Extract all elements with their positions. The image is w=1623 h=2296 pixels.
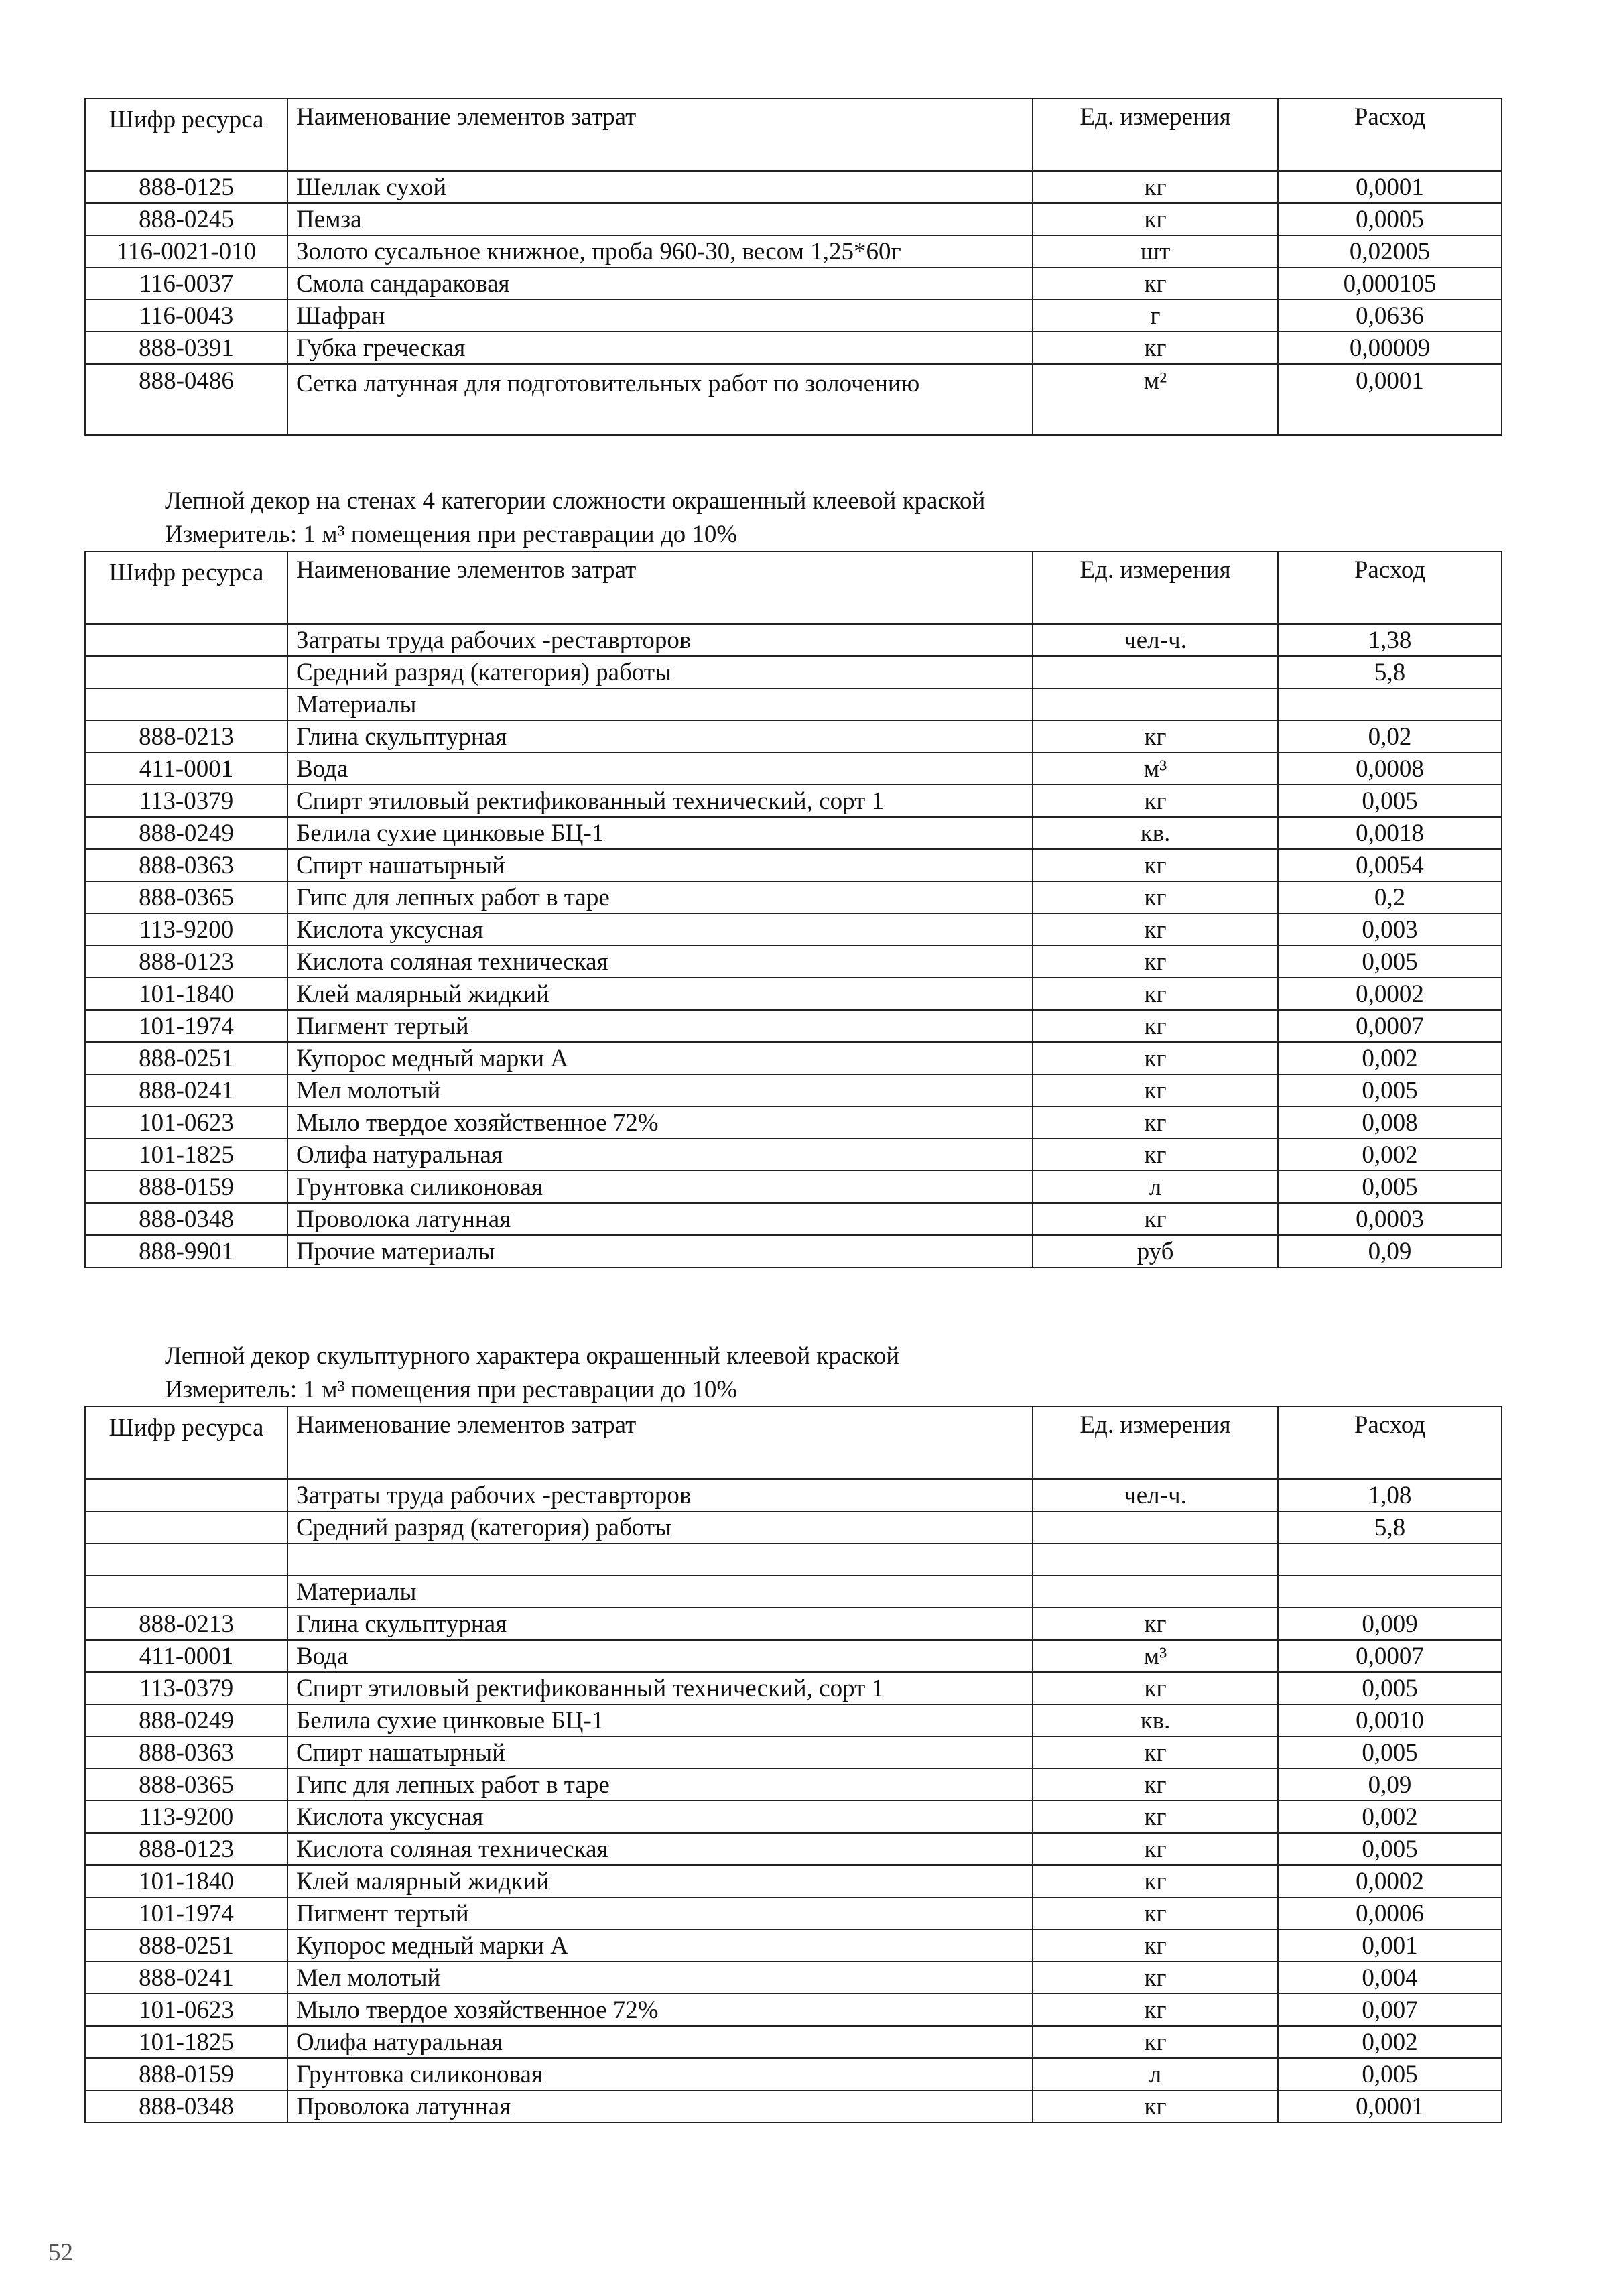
table-row	[85, 1106, 1502, 1139]
qty-cell: 0,005	[1278, 1171, 1502, 1203]
table-row	[85, 1704, 1502, 1736]
qty-cell: 0,0018	[1278, 817, 1502, 849]
code-cell: 888-0241	[85, 1962, 287, 1994]
table-row	[85, 203, 1502, 235]
code-cell: 101-1974	[85, 1010, 287, 1042]
qty-cell: 0,0002	[1278, 1865, 1502, 1897]
unit-cell: кг	[1033, 1929, 1278, 1962]
table-row	[85, 849, 1502, 881]
table-row	[85, 753, 1502, 785]
header-unit: Ед. измерения	[1033, 1407, 1278, 1479]
name-cell: Белила сухие цинковые БЦ-1	[287, 1704, 1033, 1736]
resource-table-3	[84, 1406, 1502, 2123]
table-header-row	[85, 1407, 1502, 1479]
table-row	[85, 267, 1502, 300]
code-cell: 888-0365	[85, 881, 287, 913]
code-cell: 116-0037	[85, 267, 287, 300]
table-row	[85, 2026, 1502, 2058]
header-code: Шифр ресурса	[85, 99, 287, 171]
header-unit: Ед. измерения	[1033, 99, 1278, 171]
code-cell: 888-0365	[85, 1769, 287, 1801]
page-number: 52	[48, 2239, 73, 2267]
unit-cell: кг	[1033, 1139, 1278, 1171]
table-row	[85, 720, 1502, 753]
unit-cell	[1033, 1543, 1278, 1576]
unit-cell: кг	[1033, 1833, 1278, 1865]
qty-cell	[1278, 688, 1502, 720]
name-cell: Клей малярный жидкий	[287, 978, 1033, 1010]
table-row	[85, 881, 1502, 913]
qty-cell: 0,005	[1278, 785, 1502, 817]
unit-cell: кг	[1033, 1074, 1278, 1106]
table-row	[85, 1042, 1502, 1074]
table-row	[85, 2090, 1502, 2122]
unit-cell	[1033, 1576, 1278, 1608]
qty-cell: 0,0054	[1278, 849, 1502, 881]
qty-cell: 0,005	[1278, 1833, 1502, 1865]
code-cell: 113-9200	[85, 913, 287, 946]
table-row	[85, 978, 1502, 1010]
name-cell: Мыло твердое хозяйственное 72%	[287, 1106, 1033, 1139]
qty-cell: 0,0008	[1278, 753, 1502, 785]
unit-cell: кг	[1033, 1736, 1278, 1769]
name-cell: Купорос медный марки А	[287, 1929, 1033, 1962]
code-cell: 888-0213	[85, 1608, 287, 1640]
unit-cell	[1033, 1511, 1278, 1543]
code-cell: 888-0251	[85, 1929, 287, 1962]
qty-cell	[1278, 1543, 1502, 1576]
qty-cell: 0,001	[1278, 1929, 1502, 1962]
code-cell: 888-0363	[85, 849, 287, 881]
unit-cell: кг	[1033, 913, 1278, 946]
code-cell: 101-1974	[85, 1897, 287, 1929]
qty-cell: 0,002	[1278, 1139, 1502, 1171]
header-code: Шифр ресурса	[85, 552, 287, 624]
table-row	[85, 332, 1502, 364]
code-cell	[85, 624, 287, 656]
section-2-measure: Измеритель: 1 м³ помещения при реставрации до 10%	[165, 521, 738, 548]
table-row	[85, 1010, 1502, 1042]
unit-cell: чел-ч.	[1033, 624, 1278, 656]
name-cell: Средний разряд (категория) работы	[287, 1511, 1033, 1543]
name-cell	[287, 1543, 1033, 1576]
unit-cell: кг	[1033, 978, 1278, 1010]
code-cell: 101-1840	[85, 1865, 287, 1897]
code-cell: 101-1825	[85, 1139, 287, 1171]
section-3-measure: Измеритель: 1 м³ помещения при реставрации до 10%	[165, 1376, 738, 1403]
unit-cell: кг	[1033, 785, 1278, 817]
table-row	[85, 364, 1502, 435]
header-name: Наименование элементов затрат	[287, 1407, 1033, 1479]
table-row	[85, 1479, 1502, 1511]
qty-cell: 0,09	[1278, 1769, 1502, 1801]
qty-cell: 0,002	[1278, 1042, 1502, 1074]
unit-cell: кг	[1033, 267, 1278, 300]
unit-cell: кг	[1033, 1897, 1278, 1929]
unit-cell: кв.	[1033, 817, 1278, 849]
unit-cell: л	[1033, 2058, 1278, 2090]
qty-cell: 0,0003	[1278, 1203, 1502, 1235]
name-cell: Сетка латунная для подготовительных работ по золочению	[287, 364, 1033, 435]
header-unit: Ед. измерения	[1033, 552, 1278, 624]
resource-table-1	[84, 98, 1502, 436]
name-cell: Кислота уксусная	[287, 1801, 1033, 1833]
code-cell: 101-0623	[85, 1994, 287, 2026]
table-row	[85, 1897, 1502, 1929]
name-cell: Смола сандараковая	[287, 267, 1033, 300]
code-cell	[85, 1511, 287, 1543]
qty-cell: 0,02	[1278, 720, 1502, 753]
header-qty: Расход	[1278, 99, 1502, 171]
table-row	[85, 624, 1502, 656]
name-cell: Спирт этиловый ректификованный технический, сорт 1	[287, 785, 1033, 817]
unit-cell: чел-ч.	[1033, 1479, 1278, 1511]
section-2-title: Лепной декор на стенах 4 категории сложности окрашенный клеевой краской	[165, 487, 986, 515]
qty-cell: 0,005	[1278, 1672, 1502, 1704]
qty-cell	[1278, 1576, 1502, 1608]
name-cell: Олифа натуральная	[287, 1139, 1033, 1171]
table-row	[85, 1833, 1502, 1865]
section-3-title: Лепной декор скульптурного характера окрашенный клеевой краской	[165, 1342, 900, 1370]
table-row	[85, 1672, 1502, 1704]
table-row	[85, 1235, 1502, 1267]
table-row	[85, 1769, 1502, 1801]
name-cell: Проволока латунная	[287, 2090, 1033, 2122]
code-cell: 888-0348	[85, 2090, 287, 2122]
code-cell: 116-0043	[85, 300, 287, 332]
table-header-row	[85, 552, 1502, 624]
qty-cell: 0,005	[1278, 1736, 1502, 1769]
code-cell: 888-0123	[85, 946, 287, 978]
qty-cell: 0,0010	[1278, 1704, 1502, 1736]
name-cell: Олифа натуральная	[287, 2026, 1033, 2058]
header-qty: Расход	[1278, 552, 1502, 624]
table-row	[85, 1139, 1502, 1171]
code-cell: 888-0123	[85, 1833, 287, 1865]
name-cell: Шеллак сухой	[287, 171, 1033, 203]
code-cell	[85, 1576, 287, 1608]
code-cell: 113-9200	[85, 1801, 287, 1833]
table-row	[85, 1962, 1502, 1994]
code-cell: 888-0249	[85, 817, 287, 849]
code-cell	[85, 1479, 287, 1511]
name-cell: Кислота соляная техническая	[287, 1833, 1033, 1865]
code-cell: 888-9901	[85, 1235, 287, 1267]
unit-cell: кв.	[1033, 1704, 1278, 1736]
unit-cell: кг	[1033, 1994, 1278, 2026]
code-cell	[85, 656, 287, 688]
qty-cell: 0,008	[1278, 1106, 1502, 1139]
qty-cell: 0,003	[1278, 913, 1502, 946]
header-name: Наименование элементов затрат	[287, 99, 1033, 171]
unit-cell: кг	[1033, 1801, 1278, 1833]
unit-cell: г	[1033, 300, 1278, 332]
unit-cell: кг	[1033, 1106, 1278, 1139]
name-cell: Пигмент тертый	[287, 1897, 1033, 1929]
code-cell: 113-0379	[85, 785, 287, 817]
qty-cell: 0,005	[1278, 1074, 1502, 1106]
table-row	[85, 1543, 1502, 1576]
table-header-row	[85, 99, 1502, 171]
qty-cell: 0,002	[1278, 1801, 1502, 1833]
qty-cell: 0,00009	[1278, 332, 1502, 364]
name-cell: Затраты труда рабочих -реставрторов	[287, 624, 1033, 656]
name-cell: Купорос медный марки А	[287, 1042, 1033, 1074]
code-cell: 888-0249	[85, 1704, 287, 1736]
unit-cell: кг	[1033, 1608, 1278, 1640]
table-row	[85, 2058, 1502, 2090]
code-cell: 888-0213	[85, 720, 287, 753]
qty-cell: 1,38	[1278, 624, 1502, 656]
code-cell: 411-0001	[85, 1640, 287, 1672]
table-row	[85, 1074, 1502, 1106]
unit-cell: кг	[1033, 1042, 1278, 1074]
table-row	[85, 1736, 1502, 1769]
table-row	[85, 1511, 1502, 1543]
table-row	[85, 1576, 1502, 1608]
name-cell: Спирт этиловый ректификованный технический, сорт 1	[287, 1672, 1033, 1704]
table-row	[85, 913, 1502, 946]
name-cell: Гипс для лепных работ в таре	[287, 881, 1033, 913]
name-cell: Глина скульптурная	[287, 1608, 1033, 1640]
unit-cell: л	[1033, 1171, 1278, 1203]
qty-cell: 0,005	[1278, 946, 1502, 978]
table-row	[85, 171, 1502, 203]
unit-cell: м²	[1033, 364, 1278, 435]
table-row	[85, 785, 1502, 817]
unit-cell: кг	[1033, 1010, 1278, 1042]
name-cell: Прочие материалы	[287, 1235, 1033, 1267]
unit-cell: кг	[1033, 1672, 1278, 1704]
qty-cell: 0,0006	[1278, 1897, 1502, 1929]
qty-cell: 1,08	[1278, 1479, 1502, 1511]
name-cell: Пемза	[287, 203, 1033, 235]
qty-cell: 0,2	[1278, 881, 1502, 913]
table-row	[85, 235, 1502, 267]
table-row	[85, 1865, 1502, 1897]
table-row	[85, 1171, 1502, 1203]
table-row	[85, 1994, 1502, 2026]
code-cell: 101-0623	[85, 1106, 287, 1139]
name-cell: Затраты труда рабочих -реставрторов	[287, 1479, 1033, 1511]
code-cell	[85, 1543, 287, 1576]
qty-cell: 0,0005	[1278, 203, 1502, 235]
code-cell: 116-0021-010	[85, 235, 287, 267]
unit-cell: шт	[1033, 235, 1278, 267]
unit-cell: кг	[1033, 171, 1278, 203]
name-cell: Белила сухие цинковые БЦ-1	[287, 817, 1033, 849]
table-row	[85, 1608, 1502, 1640]
name-cell: Материалы	[287, 1576, 1033, 1608]
code-cell: 101-1840	[85, 978, 287, 1010]
unit-cell: кг	[1033, 332, 1278, 364]
unit-cell: кг	[1033, 946, 1278, 978]
qty-cell: 0,09	[1278, 1235, 1502, 1267]
table-row	[85, 1203, 1502, 1235]
name-cell: Грунтовка силиконовая	[287, 1171, 1033, 1203]
qty-cell: 5,8	[1278, 656, 1502, 688]
qty-cell: 0,0001	[1278, 364, 1502, 435]
code-cell: 888-0159	[85, 1171, 287, 1203]
header-qty: Расход	[1278, 1407, 1502, 1479]
table-row	[85, 946, 1502, 978]
unit-cell: кг	[1033, 1203, 1278, 1235]
name-cell: Проволока латунная	[287, 1203, 1033, 1235]
unit-cell: кг	[1033, 881, 1278, 913]
qty-cell: 0,0007	[1278, 1640, 1502, 1672]
table-row	[85, 300, 1502, 332]
qty-cell: 5,8	[1278, 1511, 1502, 1543]
code-cell: 888-0251	[85, 1042, 287, 1074]
qty-cell: 0,000105	[1278, 267, 1502, 300]
name-cell: Мел молотый	[287, 1962, 1033, 1994]
name-cell: Вода	[287, 753, 1033, 785]
unit-cell: кг	[1033, 1769, 1278, 1801]
code-cell: 888-0245	[85, 203, 287, 235]
name-cell: Мел молотый	[287, 1074, 1033, 1106]
unit-cell	[1033, 688, 1278, 720]
table-row	[85, 656, 1502, 688]
resource-table-2	[84, 551, 1502, 1268]
unit-cell	[1033, 656, 1278, 688]
code-cell: 888-0348	[85, 1203, 287, 1235]
qty-cell: 0,0002	[1278, 978, 1502, 1010]
name-cell: Кислота уксусная	[287, 913, 1033, 946]
qty-cell: 0,02005	[1278, 235, 1502, 267]
name-cell: Вода	[287, 1640, 1033, 1672]
qty-cell: 0,005	[1278, 2058, 1502, 2090]
unit-cell: кг	[1033, 2090, 1278, 2122]
code-cell: 888-0486	[85, 364, 287, 435]
name-cell: Средний разряд (категория) работы	[287, 656, 1033, 688]
code-cell	[85, 688, 287, 720]
qty-cell: 0,0001	[1278, 171, 1502, 203]
code-cell: 888-0391	[85, 332, 287, 364]
name-cell: Золото сусальное книжное, проба 960-30, весом 1,25*60г	[287, 235, 1033, 267]
qty-cell: 0,0001	[1278, 2090, 1502, 2122]
code-cell: 101-1825	[85, 2026, 287, 2058]
name-cell: Спирт нашатырный	[287, 1736, 1033, 1769]
name-cell: Мыло твердое хозяйственное 72%	[287, 1994, 1033, 2026]
table-row	[85, 1640, 1502, 1672]
qty-cell: 0,004	[1278, 1962, 1502, 1994]
qty-cell: 0,0636	[1278, 300, 1502, 332]
table-row	[85, 1929, 1502, 1962]
table-row	[85, 688, 1502, 720]
unit-cell: кг	[1033, 1865, 1278, 1897]
code-cell: 888-0363	[85, 1736, 287, 1769]
table-row	[85, 1801, 1502, 1833]
name-cell: Гипс для лепных работ в таре	[287, 1769, 1033, 1801]
unit-cell: руб	[1033, 1235, 1278, 1267]
code-cell: 888-0241	[85, 1074, 287, 1106]
name-cell: Клей малярный жидкий	[287, 1865, 1033, 1897]
name-cell: Глина скульптурная	[287, 720, 1033, 753]
qty-cell: 0,0007	[1278, 1010, 1502, 1042]
header-name: Наименование элементов затрат	[287, 552, 1033, 624]
unit-cell: кг	[1033, 203, 1278, 235]
code-cell: 113-0379	[85, 1672, 287, 1704]
unit-cell: кг	[1033, 1962, 1278, 1994]
unit-cell: м³	[1033, 753, 1278, 785]
unit-cell: кг	[1033, 2026, 1278, 2058]
unit-cell: кг	[1033, 720, 1278, 753]
code-cell: 888-0125	[85, 171, 287, 203]
table-row	[85, 817, 1502, 849]
code-cell: 888-0159	[85, 2058, 287, 2090]
name-cell: Шафран	[287, 300, 1033, 332]
name-cell: Губка греческая	[287, 332, 1033, 364]
name-cell: Грунтовка силиконовая	[287, 2058, 1033, 2090]
code-cell: 411-0001	[85, 753, 287, 785]
header-code: Шифр ресурса	[85, 1407, 287, 1479]
qty-cell: 0,009	[1278, 1608, 1502, 1640]
unit-cell: кг	[1033, 849, 1278, 881]
qty-cell: 0,002	[1278, 2026, 1502, 2058]
unit-cell: м³	[1033, 1640, 1278, 1672]
name-cell: Пигмент тертый	[287, 1010, 1033, 1042]
qty-cell: 0,007	[1278, 1994, 1502, 2026]
name-cell: Спирт нашатырный	[287, 849, 1033, 881]
name-cell: Материалы	[287, 688, 1033, 720]
name-cell: Кислота соляная техническая	[287, 946, 1033, 978]
